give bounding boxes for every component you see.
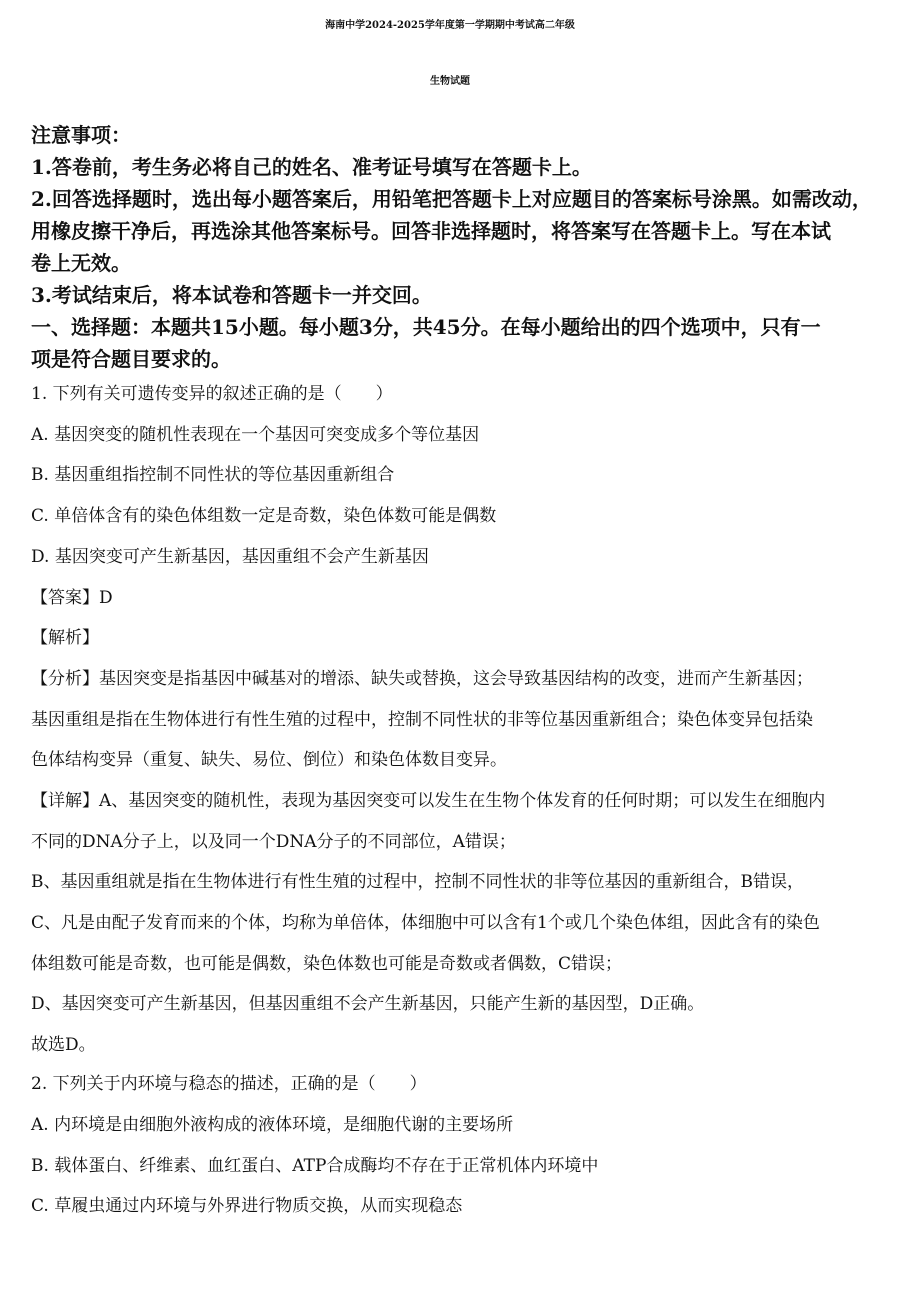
explanation-line: 不同的DNA分子上，以及同一个DNA分子的不同部位，A错误； [31,832,516,852]
answer-label: 【答案】D [31,588,113,608]
section-heading: 一、选择题：本题共15小题。每小题3分，共45分。在每小题给出的四个选项中，只有一 [31,315,821,339]
explanation-line: 故选D。 [31,1035,96,1055]
page-title: 海南中学2024-2025学年度第一学期期中考试高二年级 [325,20,575,31]
question-option: C. 单倍体含有的染色体组数一定是奇数，染色体数可能是偶数 [31,506,497,526]
question-stem: 1. 下列有关可遗传变异的叙述正确的是（ ） [31,384,393,404]
explanation-line: 基因重组是指在生物体进行有性生殖的过程中，控制不同性状的非等位基因重新组合；染色体变异包括染 [31,710,813,730]
subject-title: 生物试题 [430,76,470,87]
question-option: B. 载体蛋白、纤维素、血红蛋白、ATP合成酶均不存在于正常机体内环境中 [31,1156,599,1176]
question-option: C. 草履虫通过内环境与外界进行物质交换，从而实现稳态 [31,1196,463,1216]
notice-item: 2.回答选择题时，选出每小题答案后，用铅笔把答题卡上对应题目的答案标号涂黑。如需改动， [31,187,872,211]
question-option: A. 内环境是由细胞外液构成的液体环境，是细胞代谢的主要场所 [31,1115,514,1135]
notice-item: 3.考试结束后，将本试卷和答题卡一并交回。 [31,283,432,307]
section-heading: 项是符合题目要求的。 [31,347,231,371]
notice-item: 用橡皮擦干净后，再选涂其他答案标号。回答非选择题时，将答案写在答题卡上。写在本试 [31,219,831,243]
explanation-line: 体组数可能是奇数，也可能是偶数，染色体数也可能是奇数或者偶数，C错误； [31,954,623,974]
explanation-line: B、基因重组就是指在生物体进行有性生殖的过程中，控制不同性状的非等位基因的重新组合，B错误， [31,872,804,892]
question-option: A. 基因突变的随机性表现在一个基因可突变成多个等位基因 [31,425,480,445]
explanation-line: 色体结构变异（重复、缺失、易位、倒位）和染色体数目变异。 [31,750,507,770]
question-option: D. 基因突变可产生新基因，基因重组不会产生新基因 [31,547,429,567]
explanation-line: 【分析】基因突变是指基因中碱基对的增添、缺失或替换，这会导致基因结构的改变，进而产生新基因； [31,669,813,689]
notice-item: 卷上无效。 [31,251,131,275]
explanation-line: 【详解】A、基因突变的随机性，表现为基因突变可以发生在生物个体发育的任何时期；可以发生在细胞内 [31,791,826,811]
question-option: B. 基因重组指控制不同性状的等位基因重新组合 [31,465,395,485]
question-stem: 2. 下列关于内环境与稳态的描述，正确的是（ ） [31,1074,427,1094]
explanation-line: D、基因突变可产生新基因，但基因重组不会产生新基因，只能产生新的基因型，D正确。 [31,994,705,1014]
analysis-label: 【解析】 [31,628,99,648]
notice-heading: 注意事项： [31,123,131,147]
explanation-line: C、凡是由配子发育而来的个体，均称为单倍体，体细胞中可以含有1个或几个染色体组，因此含有的染色 [31,913,820,933]
notice-item: 1.答卷前，考生务必将自己的姓名、准考证号填写在答题卡上。 [31,155,592,179]
